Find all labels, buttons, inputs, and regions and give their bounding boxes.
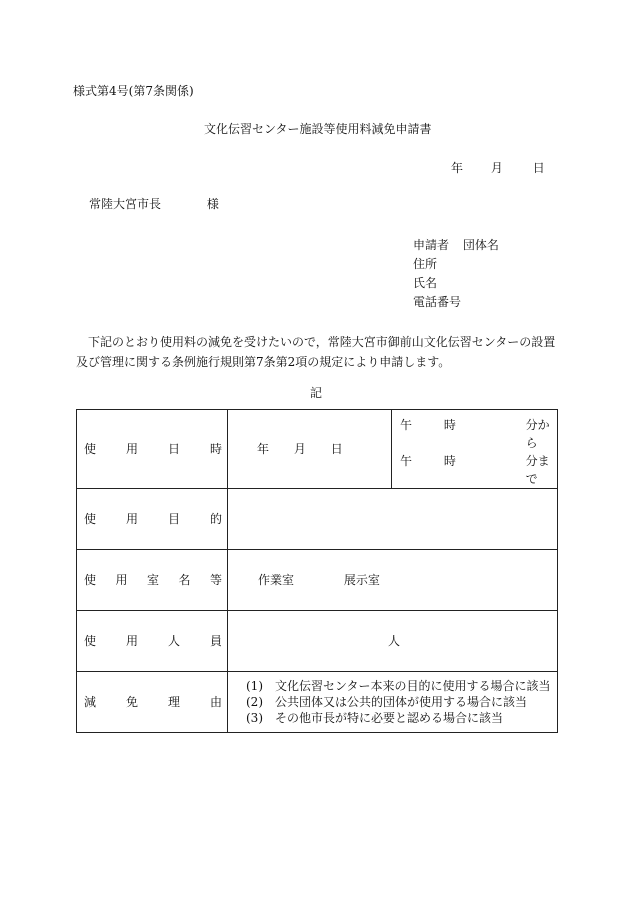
applicant-block <box>413 236 499 312</box>
label-char: 用 <box>115 573 128 587</box>
usage-date-day: 日 <box>330 442 343 456</box>
time-to-ampm: 午 <box>400 454 413 468</box>
date-line <box>451 162 545 174</box>
label-usage-datetime <box>77 410 228 489</box>
usage-date-month: 月 <box>293 442 306 456</box>
label-char: 由 <box>209 695 222 709</box>
label-char: 用 <box>125 442 138 456</box>
date-day: 日 <box>532 161 545 175</box>
room-option-exhibition[interactable]: 展示室 <box>343 573 380 587</box>
cell-usage-time[interactable] <box>392 410 558 489</box>
label-char: 人 <box>167 634 180 648</box>
time-from-hour: 時 <box>443 418 456 432</box>
time-from-line <box>392 416 557 452</box>
form-number: 様式第4号(第7条関係) <box>73 84 194 98</box>
label-char: 時 <box>209 442 222 456</box>
label-char: 免 <box>125 695 138 709</box>
row-usage-datetime <box>77 410 558 489</box>
time-to-minute: 分まで <box>525 454 550 486</box>
cell-usage-rooms[interactable] <box>228 550 558 611</box>
label-usage-purpose <box>77 489 228 550</box>
row-usage-rooms <box>77 550 558 611</box>
reason-option-3[interactable]: (3) その他市長が特に必要と認める場合に該当 <box>246 711 503 725</box>
applicant-group-label: 団体名 <box>462 238 499 252</box>
applicant-header: 申請者 <box>413 238 450 252</box>
date-year: 年 <box>451 161 464 175</box>
label-char: 使 <box>84 442 97 456</box>
reason-option-2[interactable]: (2) 公共団体又は公共的団体が使用する場合に該当 <box>246 695 528 709</box>
row-reduction-reason <box>77 672 558 733</box>
applicant-group-line <box>413 236 499 255</box>
usage-table <box>76 409 558 733</box>
label-char: 理 <box>167 695 180 709</box>
row-usage-persons <box>77 611 558 672</box>
label-char: 用 <box>125 634 138 648</box>
cell-reduction-reason <box>228 672 558 733</box>
label-usage-rooms <box>77 550 228 611</box>
addressee <box>89 198 219 210</box>
persons-unit: 人 <box>388 634 401 648</box>
cell-usage-persons[interactable] <box>228 611 558 672</box>
cell-usage-purpose[interactable] <box>228 489 558 550</box>
label-char: 等 <box>209 573 222 587</box>
body-line-1: 下記のとおり使用料の減免を受けたいので，常陸大宮市御前山文化伝習センターの設置 <box>88 335 556 349</box>
label-char: 名 <box>178 573 191 587</box>
time-from-minute: 分から <box>525 418 550 450</box>
time-to-line <box>392 452 557 488</box>
applicant-name-label: 氏名 <box>413 276 438 290</box>
reason-option-1[interactable]: (1) 文化伝習センター本来の目的に使用する場合に該当 <box>246 679 551 693</box>
label-char: 室 <box>146 573 159 587</box>
applicant-address-label: 住所 <box>413 257 438 271</box>
label-char: 用 <box>125 512 138 526</box>
time-to-hour: 時 <box>443 454 456 468</box>
room-option-workshop[interactable]: 作業室 <box>258 573 295 587</box>
label-char: 使 <box>84 634 97 648</box>
label-reduction-reason <box>77 672 228 733</box>
label-char: 員 <box>209 634 222 648</box>
usage-date-year: 年 <box>257 442 270 456</box>
label-char: 使 <box>84 573 97 587</box>
label-char: 日 <box>167 442 180 456</box>
body-paragraph <box>76 332 555 372</box>
reason-list <box>228 678 557 726</box>
label-char: 使 <box>84 512 97 526</box>
date-month: 月 <box>490 161 503 175</box>
cell-usage-date[interactable] <box>228 410 392 489</box>
label-char: 減 <box>84 695 97 709</box>
label-usage-persons <box>77 611 228 672</box>
addressee-name: 常陸大宮市長 <box>89 197 162 211</box>
body-line-2: 及び管理に関する条例施行規則第7条第2項の規定により申請します。 <box>76 355 451 369</box>
applicant-phone-label: 電話番号 <box>413 295 462 309</box>
label-char: 目 <box>167 512 180 526</box>
ki-heading: 記 <box>310 386 323 400</box>
label-char: 的 <box>209 512 222 526</box>
addressee-honorific: 様 <box>206 197 219 211</box>
document-title: 文化伝習センター施設等使用料減免申請書 <box>204 122 432 136</box>
row-usage-purpose <box>77 489 558 550</box>
time-from-ampm: 午 <box>400 418 413 432</box>
